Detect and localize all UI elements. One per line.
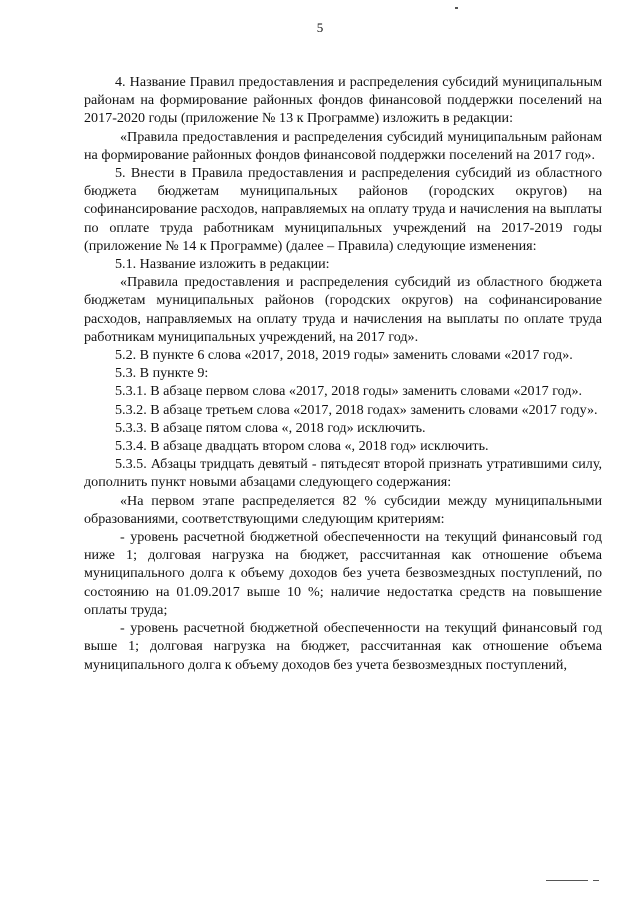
paragraph: - уровень расчетной бюджетной обеспеченности на текущий финансовый год ниже 1; долговая нагрузка на бюджет, рассчитанная как отношение объема муниципального долга к объему доходов без учета безвозмездных поступлений, по состоянию на 01.09.2017 выше 10 %; наличие недостатка средств на повышение оплаты труда; [84, 529, 602, 618]
scan-artifact [546, 880, 588, 881]
paragraph: «Правила предоставления и распределения субсидий из областного бюджета бюджетам муниципальных районов (городских округов) на софинансирование расходов, направляемых на оплату труда и начисления на выплаты по оплате труда работникам муниципальных учреждений, на 2017 год». [84, 274, 602, 345]
scan-artifact [455, 7, 458, 9]
page-number: 5 [316, 20, 324, 35]
paragraph: 5.3. В пункте 9: [115, 365, 209, 382]
paragraph: 5.3.1. В абзаце первом слова «2017, 2018 годы» заменить словами «2017 год». [115, 383, 583, 400]
paragraph: «Правила предоставления и распределения субсидий муниципальным районам на формирование районных фондов финансовой поддержки поселений на 2017 год». [84, 128, 602, 163]
paragraph: 5.3.4. В абзаце двадцать втором слова «, 2018 год» исключить. [115, 438, 489, 455]
paragraph: - уровень расчетной бюджетной обеспеченности на текущий финансовый год выше 1; долговая нагрузка на бюджет, рассчитанная как отношение объема муниципального долга к объему доходов без учета безвозмездных поступлений, [84, 620, 602, 673]
paragraph: «На первом этапе распределяется 82 % субсидии между муниципальными образованиями, соответствующими следующим критериям: [84, 492, 602, 527]
paragraph: 4. Название Правил предоставления и распределения субсидий муниципальным районам на формирование районных фондов финансовой поддержки поселений на 2017-2020 годы (приложение № 13 к Программе) изложить в редакции: [84, 74, 602, 127]
paragraph: 5. Внести в Правила предоставления и распределения субсидий из областного бюджета бюджетам муниципальных районов (городских округов) на софинансирование расходов, направляемых на оплату труда и начисления на выплаты по оплате труда работникам муниципальных учреждений на 2017-2019 годы (приложение № 14 к Программе) (далее – Правила) следующие изменения: [84, 165, 602, 254]
document-body [84, 73, 602, 674]
paragraph: 5.2. В пункте 6 слова «2017, 2018, 2019 годы» заменить словами «2017 год». [115, 347, 573, 364]
paragraph: 5.1. Название изложить в редакции: [115, 256, 330, 273]
scan-artifact [593, 880, 599, 881]
paragraph: 5.3.5. Абзацы тридцать девятый - пятьдесят второй признать утратившими силу, дополнить пункт новыми абзацами следующего содержания: [84, 456, 602, 491]
paragraph: 5.3.2. В абзаце третьем слова «2017, 2018 годах» заменить словами «2017 году». [115, 401, 598, 418]
paragraph: 5.3.3. В абзаце пятом слова «, 2018 год» исключить. [115, 419, 426, 436]
